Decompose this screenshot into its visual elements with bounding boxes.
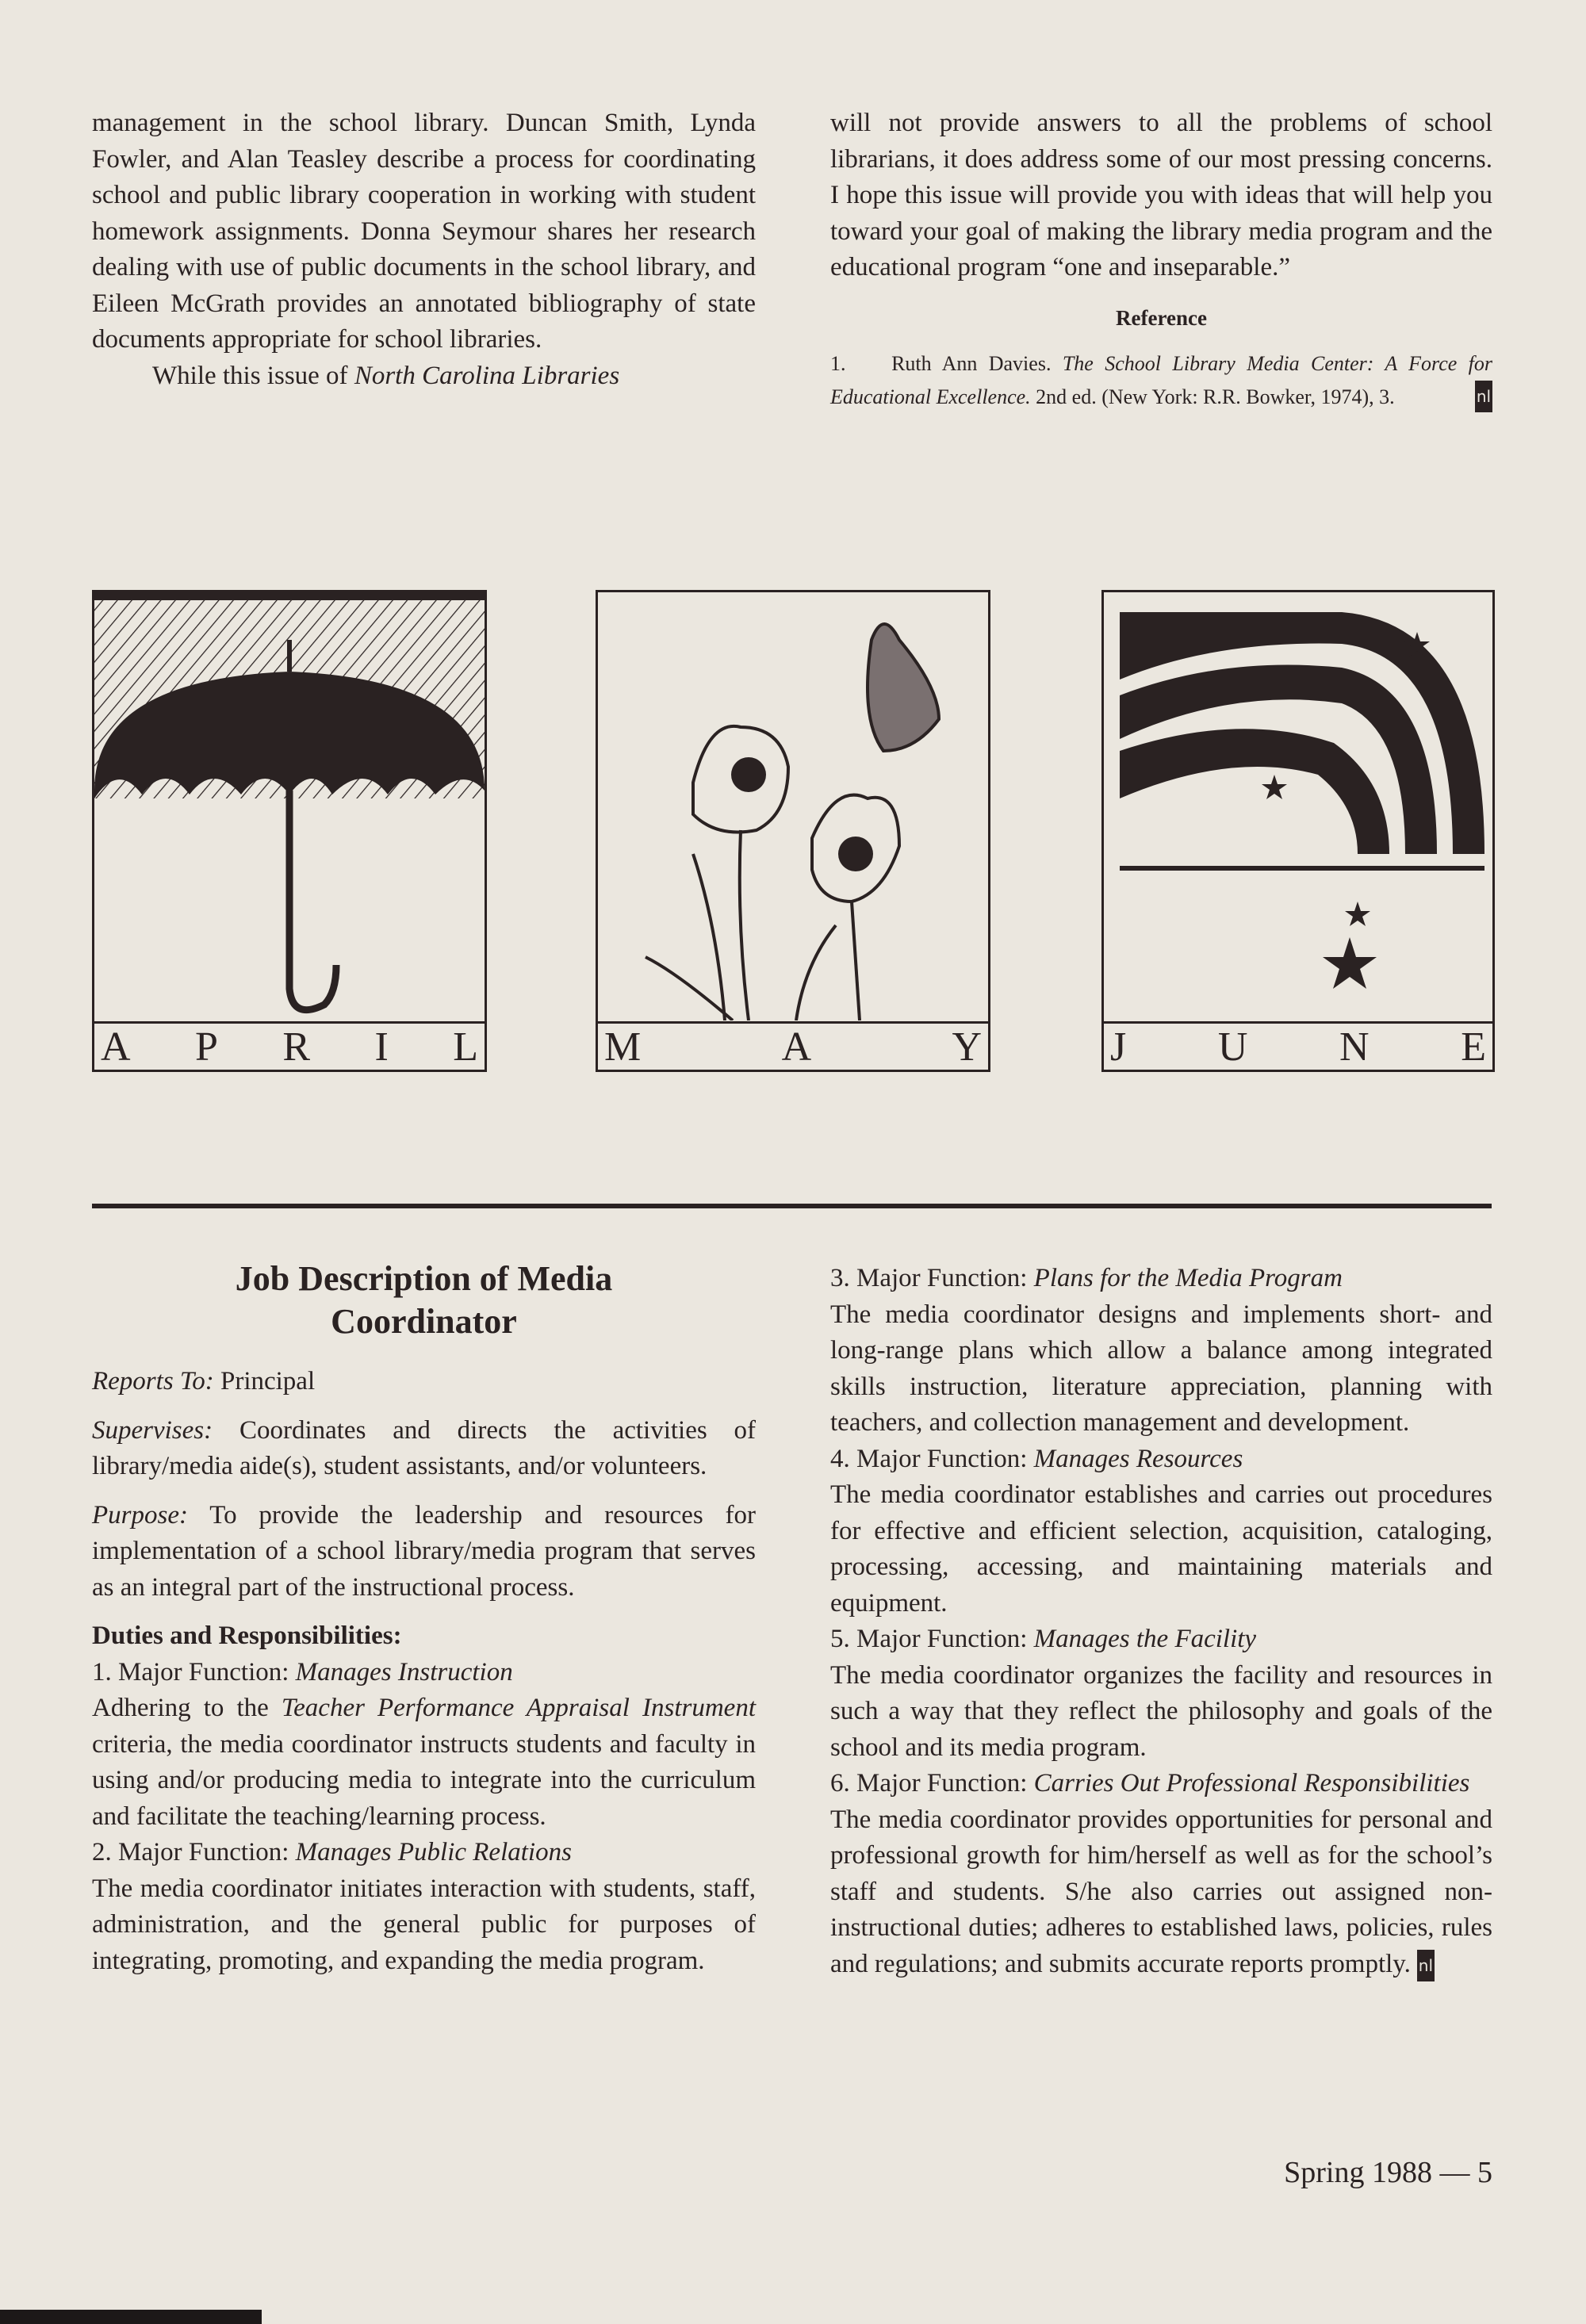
month-label-april — [94, 1021, 485, 1070]
illustration-may — [596, 590, 990, 1072]
rainbow-stars-icon — [1104, 592, 1492, 1020]
ref-title: The School Library Media Center: A Force for Educational Excellence. — [830, 352, 1493, 408]
page-footer: Spring 1988 — 5 — [1284, 2156, 1492, 2189]
function-heading — [830, 1621, 1492, 1658]
label: Supervises: — [92, 1415, 213, 1445]
letter: Y — [952, 1024, 982, 1070]
letter: I — [374, 1024, 389, 1070]
function-name: Manages the Facility — [1033, 1625, 1257, 1653]
function-name: Plans for the Media Program — [1033, 1264, 1343, 1292]
scan-edge — [0, 2310, 262, 2324]
letter: M — [604, 1024, 642, 1070]
letter: U — [1217, 1024, 1248, 1070]
value: To provide the leadership and resources for implementation of a school library/media program that serves as an integral part of the instructional process. — [92, 1500, 756, 1602]
text: While this issue of — [152, 361, 354, 390]
letter: P — [194, 1024, 218, 1070]
month-label-may — [598, 1021, 988, 1070]
value: Principal — [213, 1367, 316, 1396]
reference-heading: Reference — [1116, 305, 1207, 330]
top-left-column — [92, 105, 756, 394]
function-name: Carries Out Professional Responsibilities — [1033, 1769, 1470, 1798]
function-name: Manages Instruction — [295, 1657, 513, 1687]
paragraph: will not provide answers to all the problems of school librarians, it does address some of our most pressing concerns. I hope this issue will provide you with ideas that will help you toward your goal of making the library media program and the educational program “one and inseparable.” — [830, 109, 1492, 281]
text: 5. Major Function: — [830, 1625, 1034, 1653]
function-body: The media coordinator establishes and carries out procedures for effective and efficient selection, acquisition, cataloging, processing, accessing, and maintaining materials and equipment. — [830, 1480, 1492, 1618]
function-body: The media coordinator initiates interaction with students, staff, administration, and the general public for purposes of integrating, promoting, and expanding the media program. — [92, 1874, 756, 1975]
letter: J — [1110, 1024, 1127, 1070]
text: Adhering to the — [92, 1694, 282, 1722]
tulips-butterfly-icon — [598, 592, 988, 1020]
illustration-april — [92, 590, 487, 1072]
top-right-column — [830, 105, 1492, 414]
month-label-june — [1104, 1021, 1492, 1070]
function-heading — [92, 1835, 756, 1871]
text: 2. Major Function: — [92, 1838, 296, 1866]
letter: R — [282, 1024, 311, 1070]
article-title: Job Description of Media Coordinator — [235, 1259, 613, 1341]
function-body: The media coordinator organizes the facility and resources in such a way that they reflect the philosophy and goals of the school and its media program. — [830, 1660, 1492, 1762]
instrument-title: Teacher Performance Appraisal Instrument — [281, 1694, 756, 1722]
letter: A — [101, 1024, 131, 1070]
label: Reports To: — [92, 1367, 214, 1396]
text: 1. Major Function: — [92, 1657, 296, 1687]
label: Purpose: — [92, 1500, 188, 1530]
text: 6. Major Function: — [830, 1769, 1034, 1798]
section-divider — [92, 1204, 1492, 1208]
function-heading — [92, 1655, 756, 1691]
text: criteria, the media coordinator instructs students and faculty in using and/or producing media to integrate into the curriculum and facilitate the teaching/learning process. — [92, 1729, 756, 1831]
text: 3. Major Function: — [830, 1264, 1034, 1292]
value: Coordinates and directs the activities of library/media aide(s), student assistants, and/or volunteers. — [92, 1415, 756, 1480]
letter: E — [1461, 1024, 1486, 1070]
reports-to — [92, 1364, 756, 1400]
function-body — [92, 1690, 756, 1835]
nl-logo-icon: nl — [1417, 1950, 1435, 1981]
letter: L — [453, 1024, 478, 1070]
article-right-column — [830, 1261, 1492, 1982]
ref-rest: 2nd ed. (New York: R.R. Bowker, 1974), 3. — [1030, 385, 1395, 408]
nl-logo-icon: nl — [1475, 381, 1492, 412]
supervises — [92, 1413, 756, 1485]
letter: N — [1339, 1024, 1370, 1070]
letter: A — [781, 1024, 812, 1070]
reference-entry — [830, 347, 1492, 414]
function-heading — [830, 1766, 1492, 1802]
paragraph: management in the school library. Duncan Smith, Lynda Fowler, and Alan Teasley describe a process for coordinating school and public library cooperation in working with student homework assignments. Donna Seymour shares her research dealing with use of public documents in the school library, and Eileen McGrath provides an annotated bibliography of state documents appropriate for school libraries. — [92, 109, 756, 354]
text: 4. Major Function: — [830, 1444, 1034, 1473]
function-name: Manages Public Relations — [295, 1838, 572, 1866]
ref-num: 1. — [830, 352, 846, 375]
function-heading — [830, 1441, 1492, 1478]
purpose — [92, 1498, 756, 1606]
text: The media coordinator provides opportunities for personal and professional growth for him/herself as well as for the school’s staff and students. S/he also carries out assigned non-instructional duties; adheres to established laws, policies, rules and regulations; and submits accurate reports promptly. — [830, 1805, 1492, 1978]
article-left-column — [92, 1258, 756, 1979]
ref-author: Ruth Ann Davies. — [891, 352, 1063, 375]
function-body: The media coordinator designs and implements short- and long-range plans which allow a balance among integrated skills instruction, literature appreciation, planning with teachers, and collection management and development. — [830, 1300, 1492, 1437]
function-heading — [830, 1261, 1492, 1297]
function-body — [830, 1802, 1492, 1983]
illustration-june — [1101, 590, 1495, 1072]
umbrella-icon — [94, 592, 485, 1020]
duties-heading: Duties and Responsibilities: — [92, 1621, 402, 1650]
journal-title: North Carolina Libraries — [354, 361, 620, 390]
function-name: Manages Resources — [1033, 1444, 1243, 1473]
paragraph — [92, 358, 756, 395]
